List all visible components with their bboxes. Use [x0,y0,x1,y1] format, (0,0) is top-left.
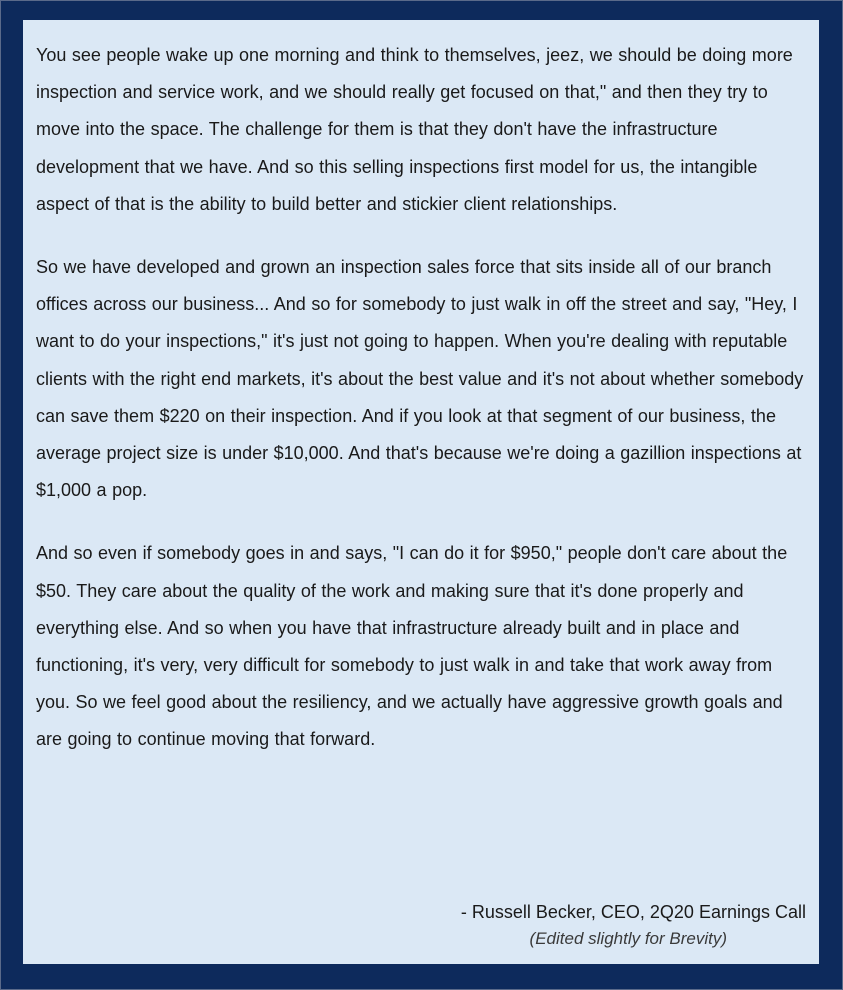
quote-paragraph-3: And so even if somebody goes in and says, "I can do it for $950," people don't care about the $50. They care about the quality of the work and making sure that it's done properly and everything else. And so when you have that infrastructure already built and in place and functioning, it's very, very difficult for somebody to just walk in and take that work away from you. So we feel good about the resiliency, and we actually have aggressive growth goals and are going to continue moving that forward. [36,543,788,750]
quote-paragraph-2: So we have developed and grown an inspection sales force that sits inside all of our branch offices across our business... And so for somebody to just walk in off the street and say, "Hey, I want to do your inspections," it's just not going to happen. When you're dealing with reputable clients with the right end markets, it's about the best value and it's not about whether somebody can save them $220 on their inspection. And if you look at that segment of our business, the average project size is under $10,000. And that's because we're doing a gazillion inspections at $1,000 a pop. [36,257,804,501]
quote-paragraph-1: You see people wake up one morning and think to themselves, jeez, we should be doing more inspection and service work, and we should really get focused on that," and then they try to move into the space. The challenge for them is that they don't have the infrastructure development that we have. And so this selling inspections first model for us, the intangible aspect of that is the ability to build better and stickier client relationships. [36,45,793,214]
quote-panel [23,20,819,964]
edit-note: (Edited slightly for Brevity) [529,929,727,948]
quote-attribution: - Russell Becker, CEO, 2Q20 Earnings Call [460,902,806,922]
